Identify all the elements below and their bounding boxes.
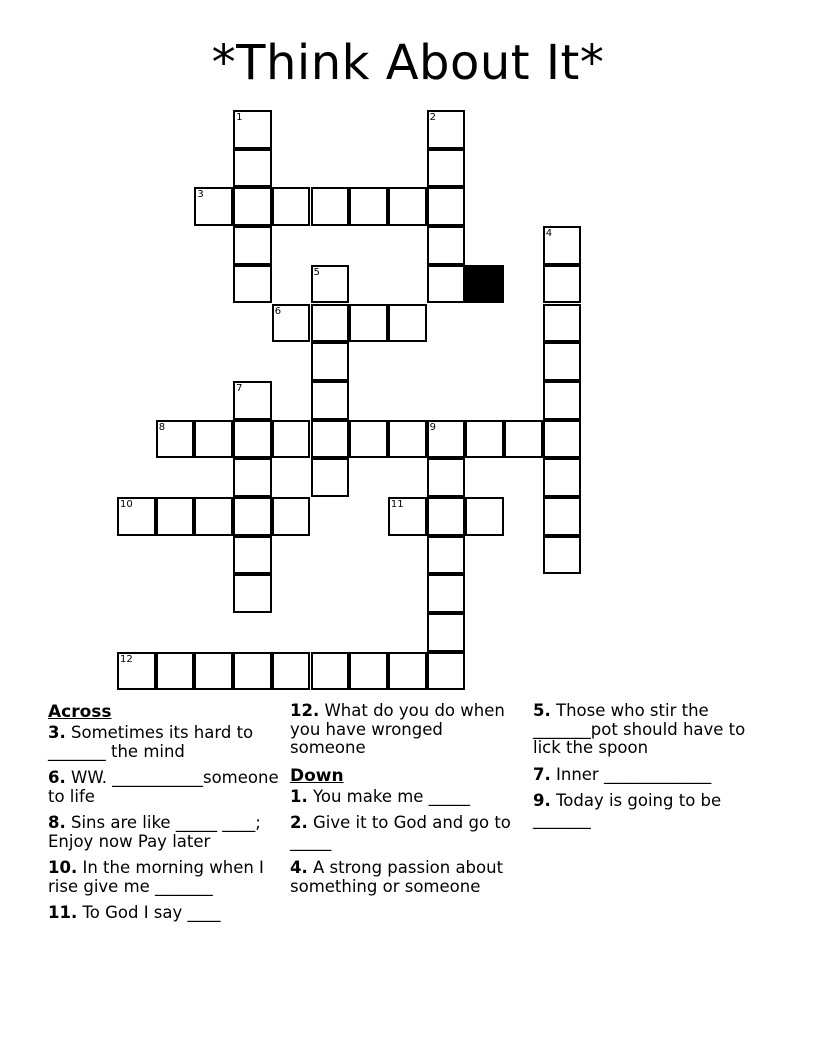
grid-cell[interactable]: [233, 536, 272, 575]
grid-cell[interactable]: [427, 265, 466, 304]
clue-text: Today is going to be _______: [533, 791, 722, 829]
grid-cell[interactable]: [427, 149, 466, 188]
grid-cell[interactable]: [388, 304, 427, 343]
down-clue-9: [533, 792, 773, 829]
grid-cell[interactable]: [311, 381, 350, 420]
grid-cell[interactable]: [272, 652, 311, 691]
grid-cell[interactable]: [427, 187, 466, 226]
grid-cell[interactable]: [156, 652, 195, 691]
grid-cell[interactable]: [117, 652, 156, 691]
grid-cell[interactable]: [349, 304, 388, 343]
grid-cell[interactable]: [233, 381, 272, 420]
grid-cell[interactable]: [311, 342, 350, 381]
across-clue-12: [290, 702, 522, 758]
grid-cell[interactable]: [311, 420, 350, 459]
cell-number: 2: [429, 112, 436, 123]
clue-number: 7.: [533, 764, 551, 784]
clue-text: You make me _____: [313, 786, 470, 806]
across-heading: Across: [48, 702, 112, 722]
grid-cell[interactable]: [233, 652, 272, 691]
grid-cell[interactable]: [427, 110, 466, 149]
cell-number: 8: [158, 421, 166, 433]
grid-cell[interactable]: [233, 149, 272, 188]
down-heading: Down: [290, 765, 344, 786]
cell-number: 12: [120, 653, 133, 665]
cell-number: 5: [313, 266, 320, 278]
clues-column-1: [48, 702, 284, 931]
grid-cell[interactable]: [272, 420, 311, 459]
grid-cell[interactable]: [194, 187, 233, 226]
grid-cell[interactable]: [465, 497, 504, 536]
clues-section: [0, 702, 816, 1042]
grid-cell[interactable]: [233, 110, 272, 149]
grid-cell[interactable]: [233, 226, 272, 265]
grid-cell[interactable]: [233, 265, 272, 304]
cell-number: 1: [236, 112, 243, 123]
grid-cell[interactable]: [311, 265, 350, 304]
clue-text: To God I say ____: [82, 903, 221, 922]
grid-cell[interactable]: [233, 187, 272, 226]
page-title: *Think About It*: [211, 35, 605, 91]
grid-cell[interactable]: [427, 458, 466, 497]
down-clue-4: [290, 859, 522, 896]
down-clue-2: [290, 814, 522, 851]
down-clue-5: [533, 702, 773, 758]
grid-cell[interactable]: [465, 420, 504, 459]
grid-cell[interactable]: [427, 652, 466, 691]
grid-cell[interactable]: [233, 497, 272, 536]
grid-cell[interactable]: [427, 613, 466, 652]
clue-text: In the morning when I rise give me _______: [48, 858, 264, 896]
grid-cell[interactable]: [388, 652, 427, 691]
grid-cell[interactable]: [543, 536, 582, 575]
grid-cell[interactable]: [388, 187, 427, 226]
across-clue-8: [48, 814, 284, 851]
clue-number: 5.: [533, 701, 551, 720]
clue-text: Those who stir the _______pot should have to lick the spoon: [533, 701, 746, 757]
clue-number: 2.: [290, 813, 308, 832]
grid-cell[interactable]: [156, 497, 195, 536]
clue-text: Give it to God and go to _____: [290, 813, 511, 851]
grid-cell[interactable]: [349, 420, 388, 459]
grid-cell[interactable]: [233, 574, 272, 613]
grid-cell[interactable]: [427, 226, 466, 265]
grid-cell[interactable]: [311, 652, 350, 691]
black-square: [465, 265, 504, 304]
grid-cell[interactable]: [543, 420, 582, 459]
grid-cell[interactable]: [272, 187, 311, 226]
clue-number: 8.: [48, 813, 66, 832]
clue-number: 11.: [48, 903, 78, 922]
clue-text: WW. ___________someone to life: [48, 768, 279, 806]
grid-cell[interactable]: [311, 187, 350, 226]
grid-cell[interactable]: [117, 497, 156, 536]
grid-cell[interactable]: [233, 420, 272, 459]
grid-cell[interactable]: [543, 226, 582, 265]
grid-cell[interactable]: [427, 497, 466, 536]
grid-cell[interactable]: [543, 458, 582, 497]
grid-cell[interactable]: [194, 420, 233, 459]
grid-cell[interactable]: [272, 497, 311, 536]
clue-number: 10.: [48, 858, 78, 877]
clue-number: 6.: [48, 768, 66, 787]
clue-text: Sometimes its hard to _______ the mind: [48, 723, 254, 761]
across-clue-10: [48, 859, 284, 896]
grid-cell[interactable]: [311, 304, 350, 343]
clue-number: 3.: [48, 723, 66, 742]
down-clue-7: [533, 766, 773, 785]
grid-cell[interactable]: [543, 342, 582, 381]
clue-text: Sins are like _____ ____; Enjoy now Pay later: [48, 813, 261, 851]
grid-cell[interactable]: [194, 497, 233, 536]
cell-number: 7: [236, 382, 243, 394]
grid-cell[interactable]: [311, 458, 350, 497]
clue-text: A strong passion about something or someone: [290, 858, 504, 896]
clues-column-2: [290, 702, 522, 904]
clue-number: 12.: [290, 701, 320, 720]
grid-cell[interactable]: [349, 187, 388, 226]
grid-cell[interactable]: [233, 458, 272, 497]
cell-number: 10: [120, 499, 133, 510]
clue-number: 1.: [290, 786, 308, 806]
grid-cell[interactable]: [272, 304, 311, 343]
grid-cell[interactable]: [427, 420, 466, 459]
grid-cell[interactable]: [388, 420, 427, 459]
cell-number: 11: [390, 499, 404, 510]
grid-cell[interactable]: [194, 652, 233, 691]
cell-number: 4: [545, 228, 553, 240]
across-clue-6: [48, 769, 284, 806]
grid-cell[interactable]: [349, 652, 388, 691]
grid-cell[interactable]: [543, 304, 582, 343]
grid-cell[interactable]: [543, 497, 582, 536]
clue-text: Inner _____________: [556, 764, 712, 784]
clue-text: What do you do when you have wronged someone: [290, 701, 505, 757]
across-clue-3: [48, 724, 284, 761]
cell-number: 3: [197, 189, 204, 201]
across-clue-11: [48, 904, 284, 923]
grid-cell[interactable]: [388, 497, 427, 536]
grid-cell[interactable]: [543, 381, 582, 420]
grid-cell[interactable]: [543, 265, 582, 304]
clue-number: 4.: [290, 858, 308, 877]
grid-cell[interactable]: [156, 420, 195, 459]
grid-cell[interactable]: [427, 536, 466, 575]
down-clue-1: [290, 788, 522, 807]
clue-number: 9.: [533, 791, 551, 810]
clues-column-3: [533, 702, 773, 837]
cell-number: 9: [429, 421, 436, 433]
grid-cell[interactable]: [427, 574, 466, 613]
grid-cell[interactable]: [504, 420, 543, 459]
cell-number: 6: [274, 305, 282, 317]
